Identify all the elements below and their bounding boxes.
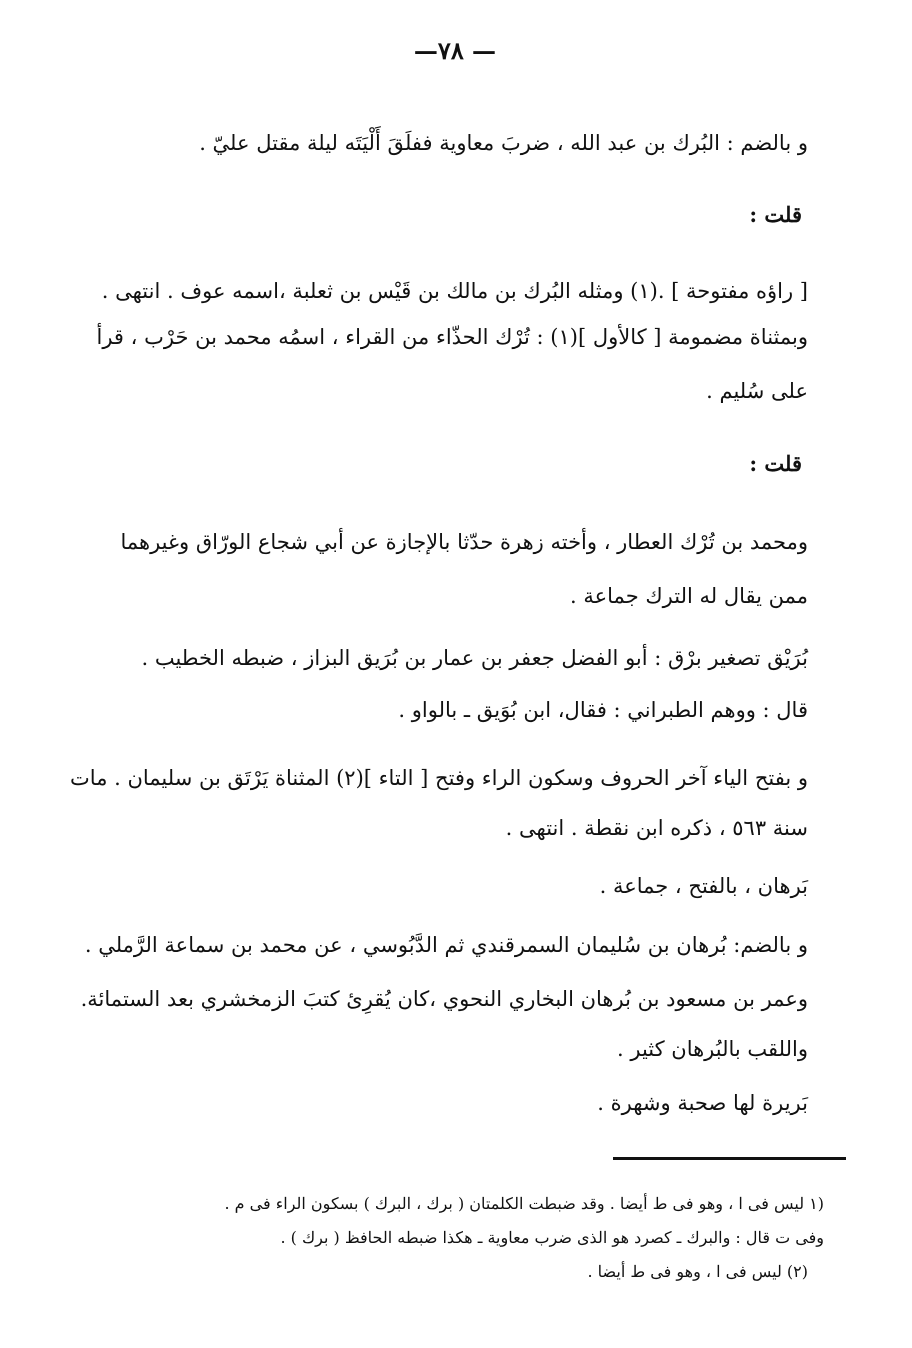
text-line: وبمثناة مضمومة [ كالأول ](١) : تُرْك الحذّاء من القراء ، اسمُه محمد بن حَرْب ، قرأ (96, 325, 808, 349)
text-line: ممن يقال له الترك جماعة . (570, 584, 808, 608)
text-line: واللقب بالبُرهان كثير . (617, 1037, 808, 1061)
text-line: و بالضم: بُرهان بن سُليمان السمرقندي ثم الدَّبُوسي ، عن محمد بن سماعة الرَّملي . (84, 933, 808, 957)
footnote-line: (٢) ليس فى ا ، وهو فى ط أيضا . (587, 1262, 808, 1281)
footnote-separator (613, 1157, 846, 1160)
footnote-line: وفى ت قال : والبرك ـ كصرد هو الذى ضرب معاوية ـ هكذا ضبطه الحافظ ( برك ) . (280, 1228, 824, 1247)
entry-line: بَريرة لها صحبة وشهرة . (597, 1091, 808, 1115)
text-line: و بالضم : البُرك بن عبد الله ، ضربَ معاوية ففلَقَ أَلْيَتَه ليلة مقتل عليّ . (199, 131, 808, 155)
text-line: سنة ٥٦٣ ، ذكره ابن نقطة . انتهى . (505, 816, 808, 840)
footnote-line: (١ ليس فى ا ، وهو فى ط أيضا . وقد ضبطت الكلمتان ( برك ، البرك ) بسكون الراء فى م . (224, 1194, 824, 1213)
section-heading: قلت : (749, 451, 802, 476)
text-line: ومحمد بن تُرْك العطار ، وأخته زهرة حدّثا بالإجازة عن أبي شجاع الورّاق وغيرهما (120, 530, 808, 554)
entry-line: بُرَيْق تصغير برْق : أبو الفضل جعفر بن عمار بن بُرَيق البزاز ، ضبطه الخطيب . (141, 646, 808, 670)
text-line: على سُليم . (706, 379, 808, 403)
entry-line: بَرهان ، بالفتح ، جماعة . (599, 874, 808, 898)
text-line: قال : ووهم الطبراني : فقال، ابن بُوَيق ـ بالواو . (398, 698, 808, 722)
page-number: — ٧٨— (413, 36, 497, 65)
text-line: [ راؤه مفتوحة ] .(١) ومثله البُرك بن مالك بن قَيْس بن ثعلبة ،اسمه عوف . انتهى . (101, 279, 808, 303)
text-line: و بفتح الياء آخر الحروف وسكون الراء وفتح [ التاء ](٢) المثناة يَرْتَق بن سليمان . مات (70, 766, 808, 790)
section-heading: قلت : (749, 202, 802, 227)
text-line: وعمر بن مسعود بن بُرهان البخاري النحوي ،كان يُقرِئ كتبَ الزمخشري بعد الستمائة. (80, 987, 808, 1011)
